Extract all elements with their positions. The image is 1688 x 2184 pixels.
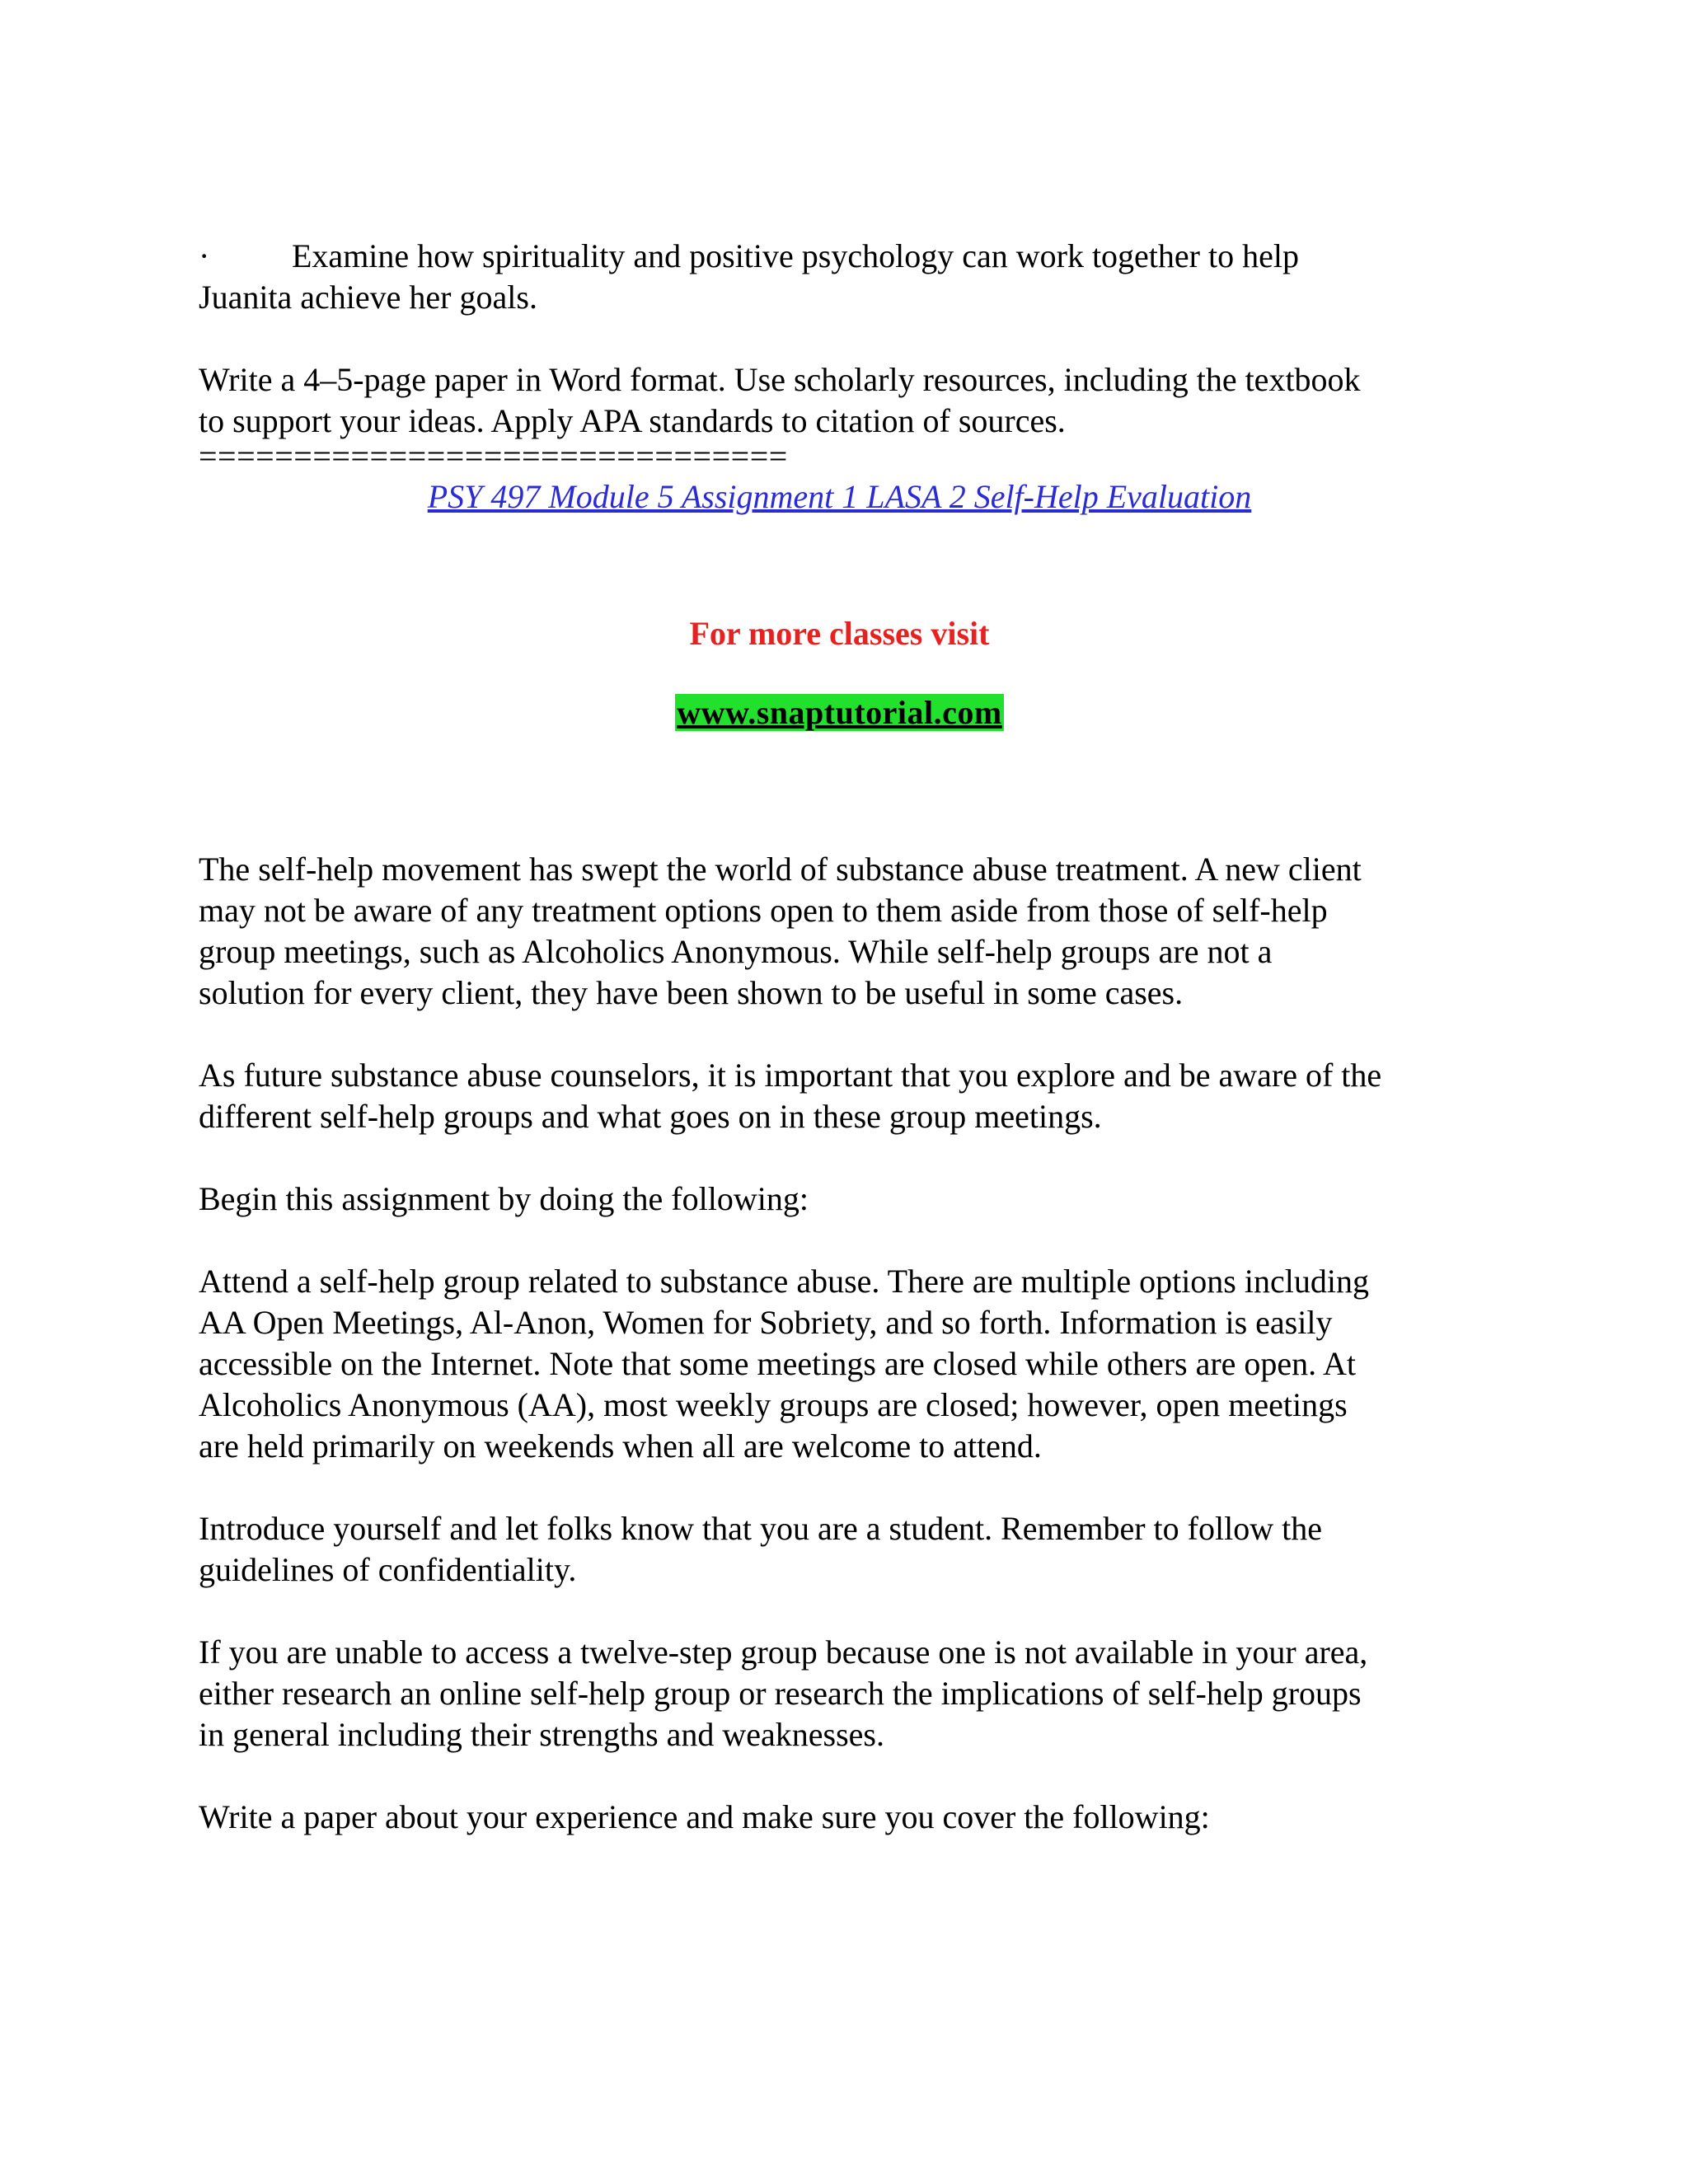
paragraph-line: Attend a self-help group related to substance abuse. There are multiple options including <box>199 1263 1369 1300</box>
paragraph-line: in general including their strengths and weaknesses. <box>199 1716 884 1753</box>
paragraph-line: solution for every client, they have been shown to be useful in some cases. <box>199 974 1184 1011</box>
body-paragraphs <box>199 849 1509 1838</box>
paragraph-write <box>199 1797 1509 1838</box>
paragraph-line: Alcoholics Anonymous (AA), most weekly groups are closed; however, open meetings <box>199 1386 1348 1423</box>
paragraph-line: The self-help movement has swept the world of substance abuse treatment. A new client <box>199 851 1362 888</box>
separator-line: =============================== <box>199 438 788 475</box>
promo-text: For more classes visit <box>689 615 990 652</box>
paragraph-line: AA Open Meetings, Al-Anon, Women for Sobriety, and so forth. Information is easily <box>199 1304 1333 1341</box>
promo-site-line <box>199 692 1480 733</box>
paragraph-line: Introduce yourself and let folks know that you are a student. Remember to follow the <box>199 1510 1322 1547</box>
title-link-line <box>199 476 1480 518</box>
assignment-title-link[interactable]: PSY 497 Module 5 Assignment 1 LASA 2 Self-Help Evaluation <box>427 478 1252 515</box>
bullet-text-line-2: Juanita achieve her goals. <box>199 279 537 316</box>
paragraph-line: Begin this assignment by doing the following: <box>199 1180 809 1217</box>
paragraph-line: accessible on the Internet. Note that some meetings are closed while others are open. At <box>199 1345 1356 1382</box>
promo-heading <box>199 613 1480 654</box>
paragraph-line: may not be aware of any treatment options open to them aside from those of self-help <box>199 892 1328 929</box>
paragraph-line: If you are unable to access a twelve-step group because one is not available in your area, <box>199 1633 1368 1671</box>
paragraph-attend <box>199 1261 1509 1467</box>
paragraph-introduce <box>199 1508 1509 1591</box>
paragraph-line: As future substance abuse counselors, it is important that you explore and be aware of the <box>199 1057 1382 1094</box>
promo-site-link[interactable]: www.snaptutorial.com <box>677 694 1002 731</box>
bullet-item <box>199 236 1509 318</box>
paper-instructions <box>199 359 1509 442</box>
paragraph-line: different self-help groups and what goes on in these group meetings. <box>199 1098 1102 1135</box>
paper-instructions-line-2: to support your ideas. Apply APA standards to citation of sources. <box>199 402 1066 439</box>
paragraph-counselors <box>199 1055 1509 1137</box>
paragraph-line: group meetings, such as Alcoholics Anonymous. While self-help groups are not a <box>199 933 1273 970</box>
document-body <box>199 236 1509 1838</box>
paragraph-line: Write a paper about your experience and make sure you cover the following: <box>199 1798 1210 1835</box>
paragraph-line: guidelines of confidentiality. <box>199 1551 577 1588</box>
paragraph-line: either research an online self-help group or research the implications of self-help groups <box>199 1675 1362 1712</box>
bullet-marker: · <box>199 237 210 274</box>
paragraph-begin <box>199 1179 1509 1220</box>
paragraph-line: are held primarily on weekends when all are welcome to attend. <box>199 1427 1042 1465</box>
paragraph-intro <box>199 849 1509 1014</box>
paragraph-unable <box>199 1632 1509 1755</box>
bullet-text-line-1: Examine how spirituality and positive psychology can work together to help <box>292 237 1299 274</box>
paper-instructions-line-1: Write a 4–5-page paper in Word format. Use scholarly resources, including the textbook <box>199 361 1361 398</box>
